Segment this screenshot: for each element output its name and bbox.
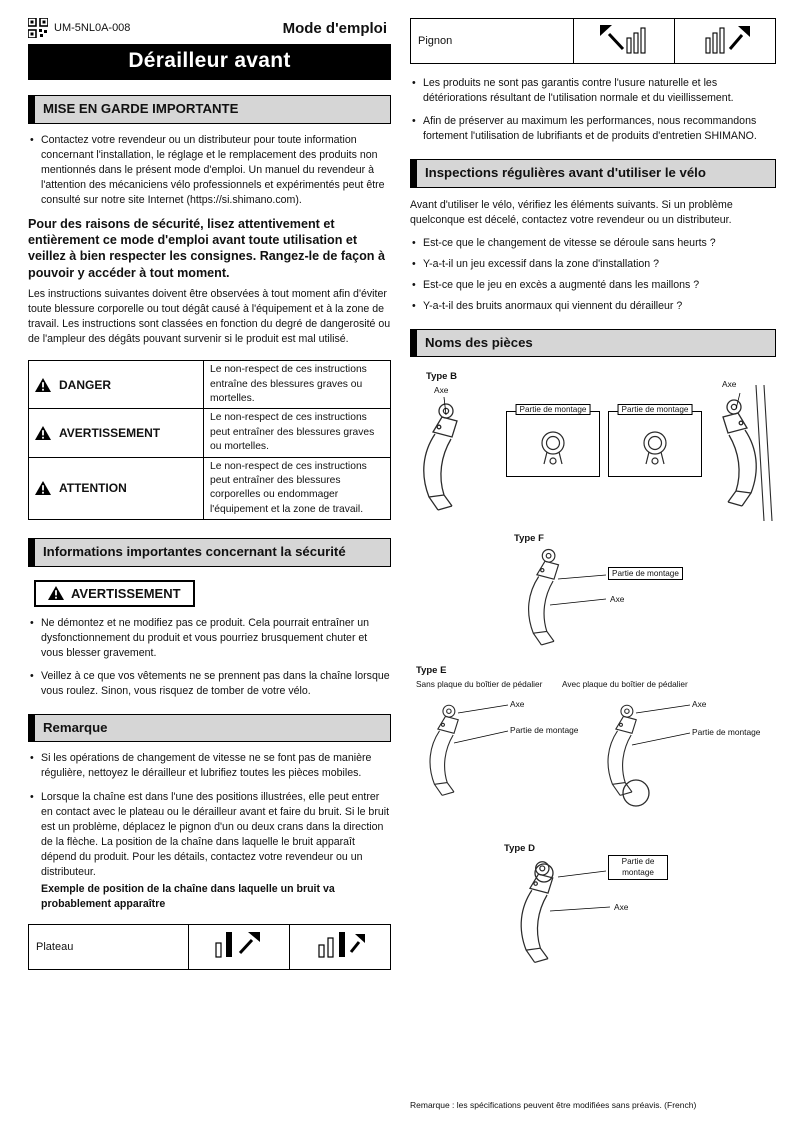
plateau-table [28, 924, 391, 970]
axe-label: Axe [692, 699, 707, 710]
mount-label: Partie de montage [618, 404, 693, 415]
type-d-label: Type D [504, 843, 535, 855]
qr-code-icon [28, 18, 48, 38]
warning-box-label: AVERTISSEMENT [71, 585, 181, 601]
pignon-table [410, 18, 776, 64]
type-b-diagram [410, 371, 776, 523]
warning-box [34, 580, 195, 607]
mount-label: Partie de montage [516, 404, 591, 415]
section-header-important-notice: MISE EN GARDE IMPORTANTE [28, 95, 391, 124]
warranty-bullets [410, 76, 776, 144]
chainring-noise-icon [311, 928, 369, 960]
doc-type-title: Mode d'emploi [282, 19, 387, 37]
type-e-caption-right: Avec plaque du boîtier de pédalier [562, 679, 688, 690]
list-item: • Si les opérations de changement de vitesse ne se font pas de manière régulière, nettoyez le dérailleur et lubrifiez toutes les pièces mobiles. [41, 751, 391, 781]
type-f-label: Type F [514, 533, 544, 545]
sprocket-noise-icon [595, 22, 653, 56]
inspection-bullets [410, 236, 776, 314]
warning-triangle-icon [48, 586, 64, 600]
doc-header-row [28, 18, 391, 38]
severity-label: DANGER [59, 377, 112, 392]
type-b-label: Type B [426, 371, 457, 383]
severity-text: Le non-respect de ces instructions entraîne des blessures graves ou mortelles. [204, 361, 391, 409]
right-column [410, 18, 776, 1118]
severity-label: ATTENTION [59, 481, 127, 496]
type-f-diagram [488, 533, 776, 655]
axe-label: Axe [614, 902, 629, 913]
type-e-drawing [410, 665, 776, 833]
inspection-intro: Avant d'utiliser le vélo, vérifiez les éléments suivants. Si un problème quelconque est décelé, contactez votre revendeur ou un distributeur. [410, 198, 733, 226]
table-row [29, 457, 391, 520]
mount-label: Partie de montage [608, 855, 668, 880]
severity-label: AVERTISSEMENT [59, 426, 161, 441]
list-item: • Veillez à ce que vos vêtements ne se prennent pas dans la chaîne lorsque vous roulez. Sinon, vous risquez de tomber de votre vélo. [41, 669, 391, 699]
type-d-diagram [470, 843, 776, 993]
table-row [411, 19, 776, 64]
warning-triangle-icon [35, 426, 51, 440]
list-item: • Est-ce que le jeu en excès a augmenté dans les maillons ? [423, 278, 776, 293]
mount-area-box [608, 405, 702, 477]
chainring-noise-icon [210, 928, 268, 960]
page-title: Dérailleur avant [28, 44, 391, 80]
list-item: • Est-ce que le changement de vitesse se déroule sans heurts ? [423, 236, 776, 251]
list-item: • Y-a-t-il des bruits anormaux qui viennent du dérailleur ? [423, 299, 776, 314]
table-row [29, 409, 391, 457]
section-header-safety-info: Informations importantes concernant la sécurité [28, 538, 391, 567]
footer-note: Remarque : les spécifications peuvent être modifiées sans préavis. (French) [410, 1100, 697, 1110]
list-item: • Contactez votre revendeur ou un distributeur pour toute information concernant l'installation, le réglage et le remplacement des produits non mentionnés dans le présent mode d'emploi. Un manuel du revendeur à l'attention des mécaniciens vélo professionnels et expérimentés peut être consulté sur notre site Internet (https://si.shimano.com). [41, 133, 391, 208]
clamp-drawing [533, 426, 573, 470]
remark-bullets [28, 751, 391, 879]
type-e-diagram [410, 665, 776, 833]
doc-number: UM-5NL0A-008 [54, 22, 131, 34]
type-e-caption-left: Sans plaque du boîtier de pédalier [416, 679, 543, 690]
type-e-label: Type E [416, 665, 447, 677]
list-item: • Y-a-t-il un jeu excessif dans la zone d'installation ? [423, 257, 776, 272]
axe-label: Axe [434, 385, 449, 396]
warning-triangle-icon [35, 481, 51, 495]
table-row [29, 361, 391, 409]
section-header-remark: Remarque [28, 714, 391, 743]
important-notice-bullets [28, 133, 391, 208]
remark-bold-note: Exemple de position de la chaîne dans laquelle un bruit va probablement apparaître [41, 882, 335, 910]
list-item: • Ne démontez et ne modifiez pas ce produit. Cela pourrait entraîner un dysfonctionnement du produit et vous pourriez brusquement chuter et vous blesser gravement. [41, 616, 391, 661]
pignon-label: Pignon [411, 19, 574, 64]
instructions-paragraph: Les instructions suivantes doivent être observées à tout moment afin d'éviter toute blessure corporelle ou tout dégât causé à l'équipement et à la zone de travail. Les instructions sont classées en fonction du degré de dangerosité ou de l'ampleur des dégâts pouvant survenir si le produit est mal utilisé. [28, 288, 391, 346]
list-item: • Les produits ne sont pas garantis contre l'usure naturelle et les détériorations résultant de l'utilisation normale et du vieillissement. [423, 76, 776, 106]
sprocket-noise-icon [696, 22, 754, 56]
type-f-drawing [488, 533, 768, 655]
plateau-label: Plateau [29, 924, 189, 969]
clamp-drawing [635, 426, 675, 470]
list-item: • Lorsque la chaîne est dans l'une des positions illustrées, elle peut entrer en contact avec le plateau ou le dérailleur avant et faire du bruit. Si le bruit est un problème, déplacez le pignon d'un ou deux crans dans la direction de la flèche. La position de la chaîne dans laquelle le bruit apparaît dépend du produit. Pour les détails, contactez votre revendeur ou un distributeur. [41, 790, 391, 880]
severity-text: Le non-respect de ces instructions peut entraîner des blessures graves ou mortelles. [204, 409, 391, 457]
left-column [28, 18, 391, 970]
list-item: • Afin de préserver au maximum les performances, nous recommandons fortement l'utilisation de lubrifiants et de produits d'entretien SHIMANO. [423, 114, 776, 144]
axe-label: Axe [510, 699, 525, 710]
warning-triangle-icon [35, 378, 51, 392]
section-header-part-names: Noms des pièces [410, 329, 776, 358]
mount-label: Partie de montage [608, 567, 683, 580]
severity-text: Le non-respect de ces instructions peut entraîner des blessures corporelles ou endommager l'équipement et la zone de travail. [204, 457, 391, 520]
safety-bold-paragraph: Pour des raisons de sécurité, lisez attentivement et entièrement ce mode d'emploi avant toute utilisation et veillez à bien respecter les consignes. Rangez-le de façon à pouvoir y accéder à tout moment. [28, 216, 385, 280]
axe-label: Axe [610, 594, 625, 605]
safety-bullets [28, 616, 391, 699]
table-row [29, 924, 391, 969]
severity-table [28, 360, 391, 520]
mount-area-box [506, 405, 600, 477]
mount-label: Partie de montage [692, 727, 761, 738]
mount-label: Partie de montage [510, 725, 579, 736]
section-header-inspection: Inspections régulières avant d'utiliser le vélo [410, 159, 776, 188]
axe-label: Axe [722, 379, 737, 390]
